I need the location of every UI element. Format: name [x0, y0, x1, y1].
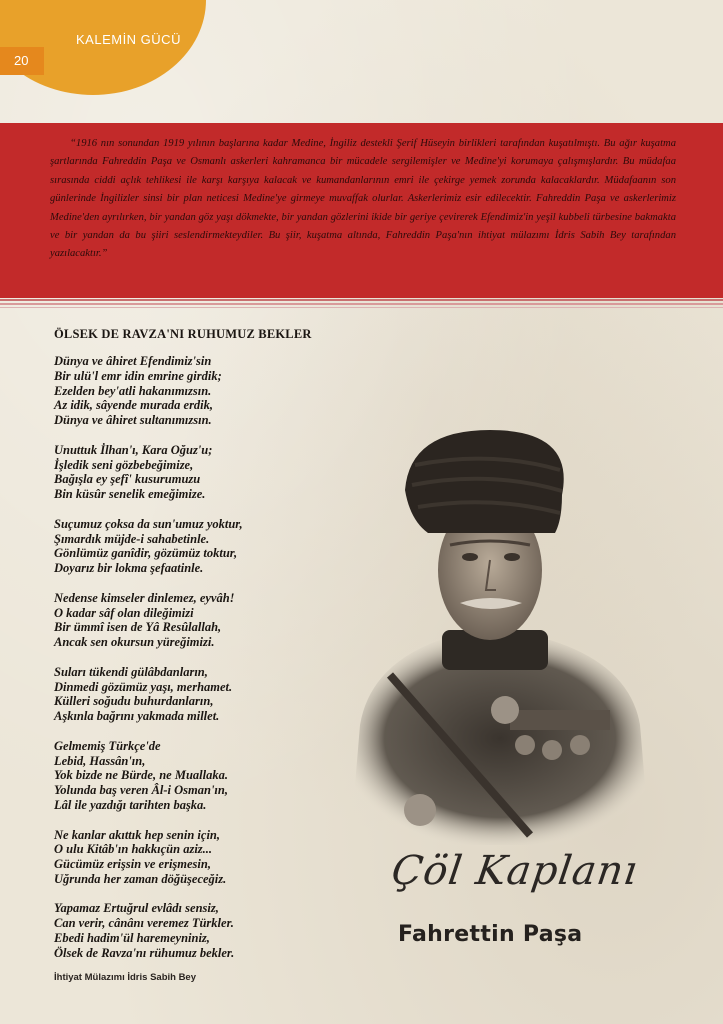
poem-line: Gücümüz erişsin ve erişmesin, — [54, 857, 211, 872]
poem-line: Yolunda baş veren Âl-i Osman'ın, — [54, 783, 228, 798]
poem-line: Bir ümmî isen de Yâ Resûlallah, — [54, 620, 222, 635]
poem-line: Ne kanlar akıttık hep senin için, — [54, 827, 220, 842]
poem-line: Bin küsûr senelik emeğimize. — [54, 487, 206, 502]
poem-line: Dünya ve âhiret sultanımızsın. — [54, 413, 212, 428]
poem-line: Nedense kimseler dinlemez, eyvâh! — [54, 590, 235, 605]
poem-line: Suları tükendi gülâbdanların, — [54, 664, 208, 679]
poem-line: O ulu Kitâb'ın hakkıçün aziz... — [54, 842, 213, 857]
poem-line: Ancak sen okursun yüreğimizi. — [54, 635, 215, 650]
poem-line: Lâl ile yazdığı tarihten başka. — [54, 797, 207, 812]
poem-line: Ebedi hadim'ül haremeyniniz, — [54, 931, 210, 946]
poem-line: Dünya ve âhiret Efendimiz'sin — [54, 354, 212, 368]
section-title: KALEMİN GÜCÜ — [76, 32, 181, 47]
poem-stanza — [54, 443, 374, 502]
poem-stanza — [54, 901, 374, 960]
poem-line: Dinmedi gözümüz yaşı, merhamet. — [54, 679, 233, 694]
intro-paragraph: “1916 nın sonundan 1919 yılının başlarına kadar Medine, İngiliz destekli Şerif Hüseyin birlikleri tarafından kuşatılmıştı. Bu ağır kuşatma şartlarında Fahreddin Paşa ve Osmanlı askerleri kahramanca bir mücadele sergilemişler ve Medine'yi korumaya çalışmışlardır. Bu müdafaa sırasında ciddi açlık tehlikesi ile karşı karşıya kalacak ve kumandanlarının emri ile çekirge yemek zorunda kalacaklardır. Müdafaanın son günlerinde İngilizler sinsi bir plan neticesi Medine'ye girmeye muvaffak olurlar. Askerlerimiz esir edilecektir. Fahreddin Paşa ve askerlerimiz Medine'den ayrılırken, bir yandan göz yaşı dökmekte, bir yandan gözlerini ikide bir geriye çevirerek Efendimiz'in yeşil kubbeli türbesine bakmakta ve bir yandan da bu şiiri seslendirmekteydiler. Bu şiir, kuşatma altında, Fahreddin Paşa'nın ihtiyat mülazımı İdris Sabih Bey tarafından yazılacaktır.” — [50, 138, 676, 260]
poem-line: Yapamaz Ertuğrul evlâdı sensiz, — [54, 901, 219, 916]
page-number: 20 — [0, 47, 44, 75]
poem-line: Bağışla ey şefî' kusurumuzu — [54, 472, 201, 487]
poem-line: Lebid, Hassân'ın, — [54, 753, 146, 768]
poem-line: Can verir, cânânı veremez Türkler. — [54, 916, 234, 931]
poem-line: Gelmemiş Türkçe'de — [54, 738, 161, 753]
poem-line: Doyarız bir lokma şefaatinle. — [54, 561, 204, 576]
poem-line: Suçumuz çoksa da sun'umuz yoktur, — [54, 516, 243, 531]
divider-line — [0, 307, 723, 308]
poem-line: Gönlümüz ganîdir, gözümüz toktur, — [54, 546, 238, 561]
poem-line: Ezelden bey'atli hakanımızsın. — [54, 383, 212, 398]
poem-stanza — [54, 665, 374, 724]
poem-stanza — [54, 354, 374, 428]
portrait-name: Fahrettin Paşa — [398, 922, 583, 947]
poem-line: Uğrunda her zaman döğüşeceğiz. — [54, 871, 227, 886]
poem-line: İşledik seni gözbebeğimize, — [54, 457, 194, 472]
signature-title: Çöl Kaplanı — [388, 848, 641, 894]
poem-line: Unuttuk İlhan'ı, Kara Oğuz'u; — [54, 442, 213, 457]
divider-line — [0, 299, 723, 301]
poem-stanza — [54, 517, 374, 576]
poem-line: Az idik, sâyende murada erdik, — [54, 398, 214, 413]
poem-stanza — [54, 739, 374, 813]
poem-line: Yok bizde ne Bürde, ne Muallaka. — [54, 768, 228, 783]
poem-line: O kadar sâf olan dileğimizi — [54, 605, 194, 620]
poem-line: Bir ulü'l emr idin emrine girdik; — [54, 368, 222, 383]
divider-line — [0, 303, 723, 305]
poem-body — [54, 354, 374, 975]
poem-line: Şımardık müjde-i sahabetinle. — [54, 531, 210, 546]
portrait-photo — [330, 425, 660, 845]
poem-title: ÖLSEK DE RAVZA'NI RUHUMUZ BEKLER — [54, 327, 312, 341]
poem-line: Ölsek de Ravza'nı rühumuz bekler. — [54, 945, 235, 960]
poem-stanza — [54, 828, 374, 887]
poem-line: Külleri soğudu buhurdanların, — [54, 694, 214, 709]
poem-stanza — [54, 591, 374, 650]
poem-author: İhtiyat Mülazımı İdris Sabih Bey — [54, 972, 197, 983]
poem-line: Aşkınla bağrını yakmada millet. — [54, 709, 220, 724]
